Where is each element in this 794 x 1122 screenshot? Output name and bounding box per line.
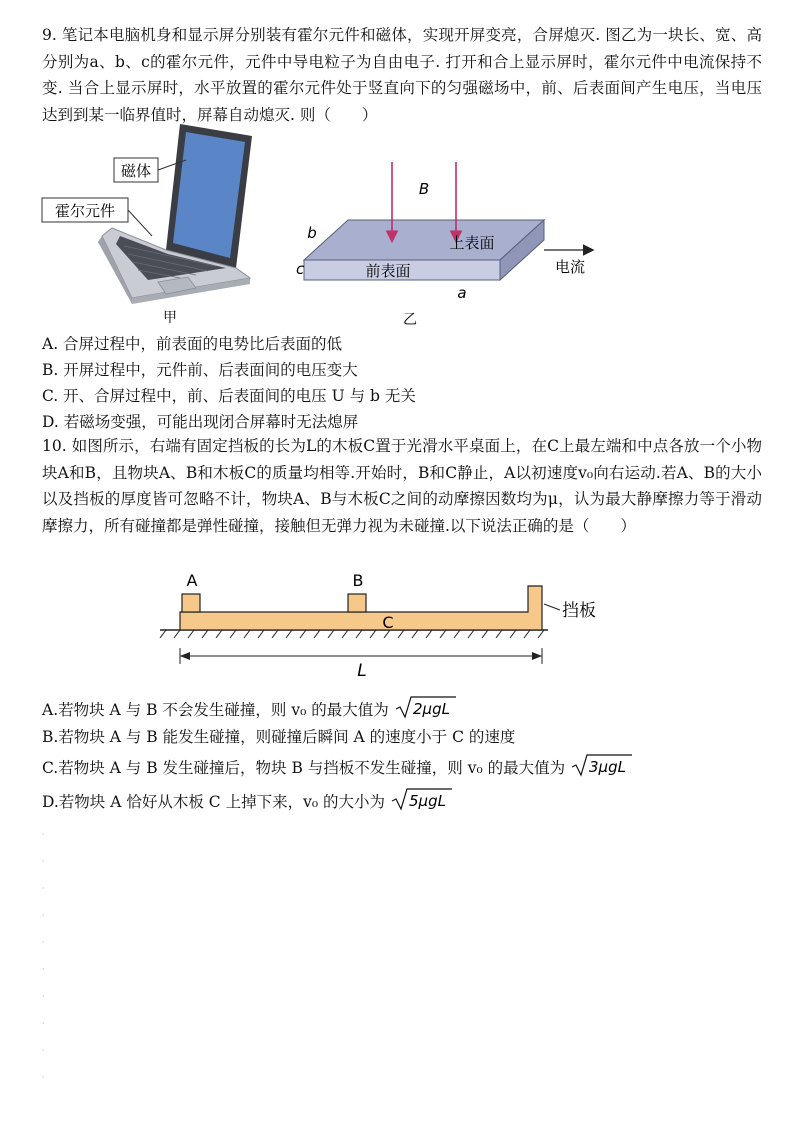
q9-option-c: C. 开、合屏过程中，前、后表面间的电压 U 与 b 无关 bbox=[42, 387, 416, 405]
hall-leader-line bbox=[128, 210, 152, 236]
radicand: 3μgL bbox=[589, 758, 627, 776]
figure-q10-board bbox=[156, 566, 626, 681]
dim-label-c: c bbox=[296, 260, 305, 278]
field-label-B: B bbox=[418, 180, 430, 198]
dim-arrowhead-right bbox=[532, 652, 542, 660]
q9-option-b: B. 开屏过程中，元件前、后表面间的电压变大 bbox=[42, 361, 358, 379]
radicand: 2μgL bbox=[412, 700, 450, 718]
radical bbox=[390, 786, 454, 820]
q10-stem: 10. 如图所示，右端有固定挡板的长为L的木板C置于光滑水平桌面上，在C上最左端和中点各放一个小物块A和B，且物块A、B和木板C的质量均相等.开始时，B和C静止，A以初速度v₀向右运动.若A、B的大小以及挡板的厚度皆可忽略不计，物块A、B与木板C之间的动摩擦因数均为μ，认为最大静摩擦力等于滑动摩擦力，所有碰撞都是弹性碰撞，接触但无弹力视为未碰撞.以下说法正确的是（ ） bbox=[42, 437, 762, 535]
sqrt-sign bbox=[390, 786, 454, 812]
baffle-label: 挡板 bbox=[562, 601, 596, 621]
sqrt-sign bbox=[394, 694, 458, 720]
figure-jia-caption: 甲 bbox=[163, 310, 177, 326]
q9-option-a: A. 合屏过程中，前表面的电势比后表面的低 bbox=[42, 335, 343, 353]
dim-label-L: L bbox=[357, 661, 367, 681]
top-surface-label: 上表面 bbox=[449, 234, 495, 252]
radicand: 5μgL bbox=[408, 792, 446, 810]
dim-arrowhead-left bbox=[180, 652, 190, 660]
q10-option-b bbox=[42, 724, 762, 750]
figure-yi-hall-element bbox=[296, 160, 630, 332]
q9-stem: 9. 笔记本电脑机身和显示屏分别装有霍尔元件和磁体，实现开屏变亮，合屏熄灭. 图乙为一块长、宽、高分别为a、b、c的霍尔元件，元件中导电粒子为自由电子. 打开和合上显示屏时，霍尔元件中电流保持不变. 当合上显示屏时，水平放置的霍尔元件处于竖直向下的匀强磁场中，前、后表面间产生电压，当电压达到到某一临界值时，屏幕自动熄灭. 则（ ） bbox=[42, 26, 762, 124]
table-hatching bbox=[160, 630, 544, 638]
q10-option-a bbox=[42, 694, 762, 728]
q10-option-c-text: C.若物块 A 与 B 发生碰撞后，物块 B 与挡板不发生碰撞，则 v₀ 的最大值为 bbox=[42, 759, 566, 777]
page: 9. 笔记本电脑机身和显示屏分别装有霍尔元件和磁体，实现开屏变亮，合屏熄灭. 图乙为一块长、宽、高分别为a、b、c的霍尔元件，元件中导电粒子为自由电子. 打开和合上显示屏时，霍尔元件中电流保持不变. 当合上显示屏时，水平放置的霍尔元件处于竖直向下的匀强磁场中，前、后表面间产生电压，当电压达到到某一临界值时，屏幕自动熄灭. 则（ ） 磁体 霍尔元件 甲 B 上表面 前表面 电流 a b c 乙 A. 合屏过程中，前表面的电势比后表面的低 B. 开屏过程中，元件前、后表面间的电压变大 C. 开、合屏过程中，前、后表面间的电压 U 与 b 无关 D. 若磁场变强，可能出现闭合屏幕时无法熄屏 10. 如图所示，右端有固定挡板的长为L的木板C置于光滑水平桌面上，在C上最左端和中点各放一个小物块A和B，且物块A、B和木板C的质量均相等.开始时，B和C静止，A以初速度v₀向右运动.若A、B的大小以及挡板的厚度皆可忽略不计，物块A、B与木板C之间的动摩擦因数均为μ，认为最大静摩擦力等于滑动摩擦力，所有碰撞都是弹性碰撞，接触但无弹力视为未碰撞.以下说法正确的是（ ） A B C 挡板 L A.若物块 A 与 B 不会发生碰撞，则 v₀ 的最大值为 2μgL B.若物块 A 与 B 能发生碰撞，则碰撞后瞬间 A 的速度小于 C 的速度 C.若物块 A 与 B 发生碰撞后，物块 B 与挡板不发生碰撞，则 v₀ 的最大值为 3μgL D.若物块 A 恰好从木板 C 上掉下来，v₀ 的大小为 5μgL · · · · · · · · · · bbox=[0, 0, 794, 1122]
magnet-label: 磁体 bbox=[120, 162, 152, 180]
board-C-label: C bbox=[382, 613, 394, 632]
q10-option-d bbox=[42, 786, 762, 820]
sqrt-sign bbox=[570, 752, 634, 778]
block-B-label: B bbox=[352, 571, 364, 590]
block-A bbox=[182, 594, 200, 612]
dim-label-b: b bbox=[307, 224, 317, 242]
block-B bbox=[348, 594, 366, 612]
current-label: 电流 bbox=[554, 258, 586, 276]
hall-label: 霍尔元件 bbox=[54, 202, 116, 220]
q10-option-b-text: B.若物块 A 与 B 能发生碰撞，则碰撞后瞬间 A 的速度小于 C 的速度 bbox=[42, 728, 516, 746]
block-A-label: A bbox=[186, 571, 198, 590]
q10-option-c bbox=[42, 752, 762, 786]
figure-yi-caption: 乙 bbox=[403, 312, 417, 328]
radical bbox=[570, 752, 634, 786]
front-surface-label: 前表面 bbox=[365, 262, 411, 280]
dim-label-a: a bbox=[457, 284, 467, 302]
baffle-leader-line bbox=[544, 604, 560, 610]
q10-option-a-text: A.若物块 A 与 B 不会发生碰撞，则 v₀ 的最大值为 bbox=[42, 701, 389, 719]
q9-option-d: D. 若磁场变强，可能出现闭合屏幕时无法熄屏 bbox=[42, 413, 359, 431]
radical bbox=[394, 694, 458, 728]
q10-option-d-text: D.若物块 A 恰好从木板 C 上掉下来，v₀ 的大小为 bbox=[42, 793, 385, 811]
figure-jia-laptop bbox=[40, 118, 270, 330]
